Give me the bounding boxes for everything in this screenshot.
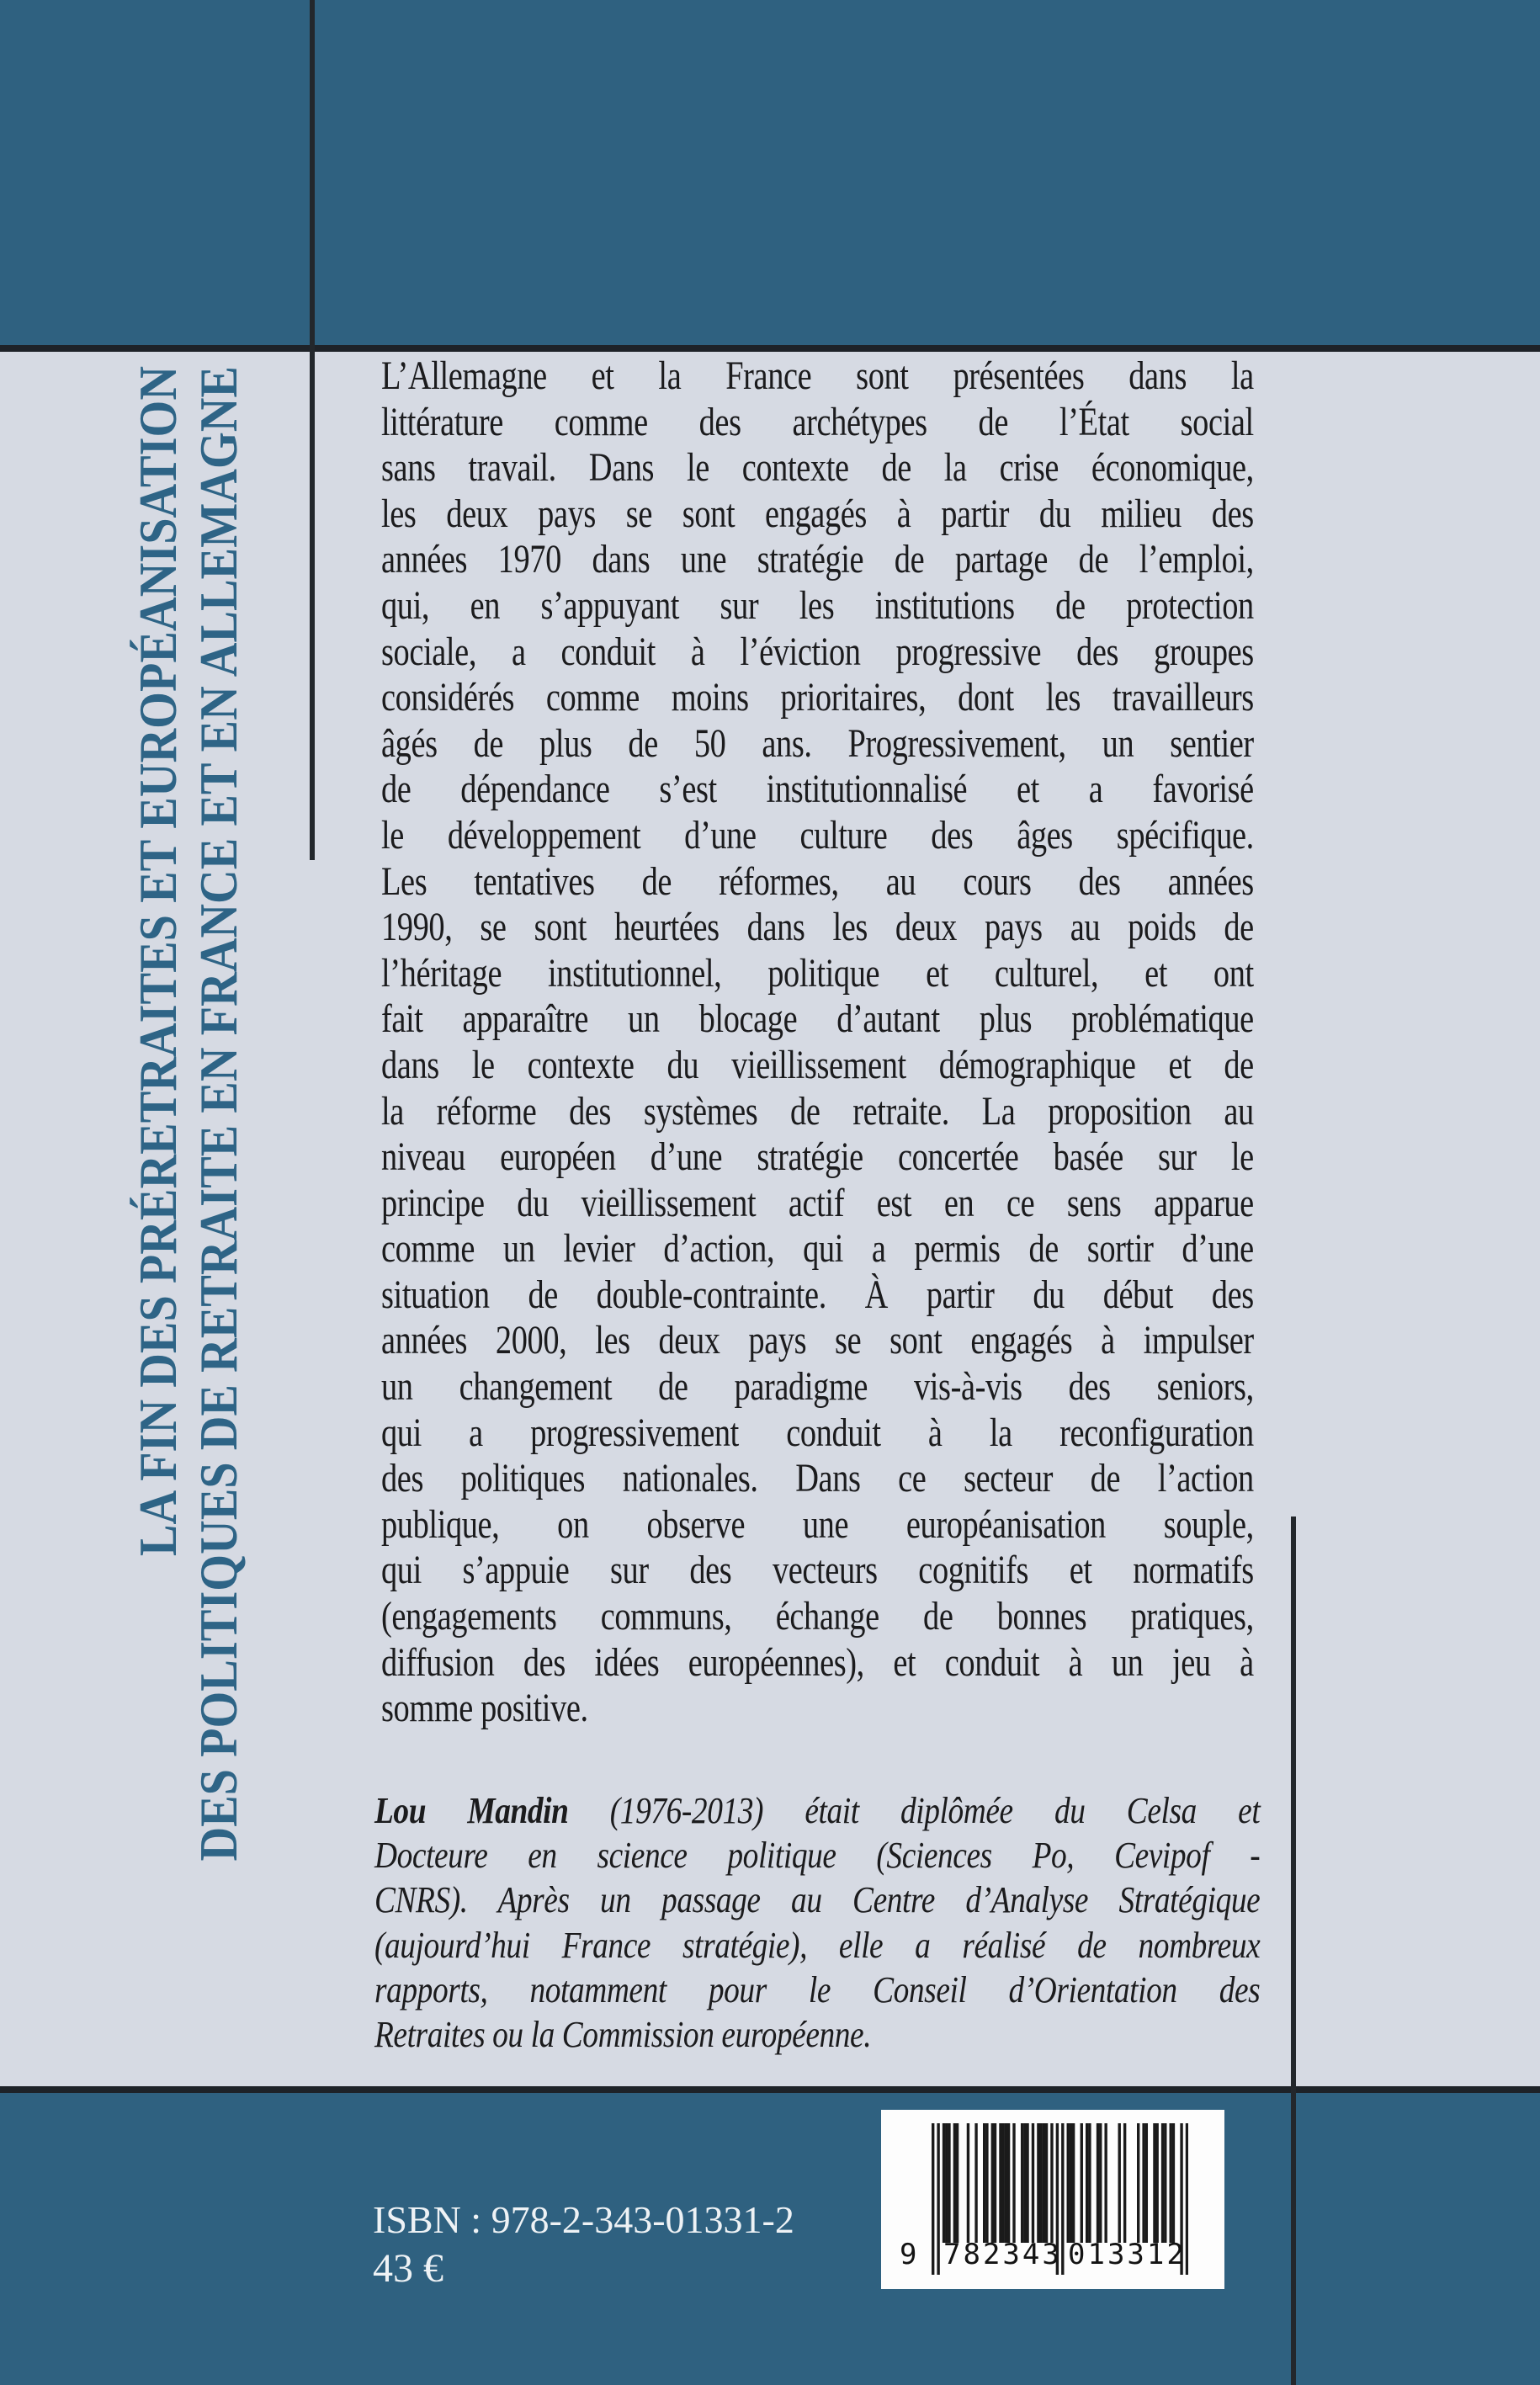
spine-title-line-2-text: DES POLITIQUES DE RETRAITE EN FRANCE ET EN ALLEMAGNE — [189, 366, 248, 1862]
author-bio-line — [374, 1923, 1260, 1968]
spine-title-line-1 — [128, 0, 188, 1557]
author-name: Lou Mandin — [374, 1790, 569, 1831]
synopsis-line: somme positive. — [381, 1686, 588, 1731]
author-bio-text: (1976-2013) était diplômée du Celsa et — [568, 1790, 1261, 1831]
synopsis-line: principe du vieillissement actif est en ce sens apparue — [381, 1180, 1254, 1225]
author-bio-line — [374, 1788, 1260, 1833]
synopsis-line: niveau européen d’une stratégie concertée basée sur le — [381, 1134, 1254, 1180]
synopsis-line: la réforme des systèmes de retraite. La proposition au — [381, 1088, 1254, 1134]
author-bio-text: CNRS). Après un passage au Centre d’Analyse Stratégique — [374, 1879, 1261, 1921]
synopsis-line: années 1970 dans une stratégie de partage de l’emploi, — [381, 537, 1254, 582]
author-bio-line — [374, 1878, 1260, 1922]
spine-title-line-2 — [189, 0, 248, 1862]
synopsis-line: âgés de plus de 50 ans. Progressivement, un sentier — [381, 720, 1254, 766]
isbn-price-block — [373, 2198, 794, 2292]
synopsis-line: le développement d’une culture des âges spécifique. — [381, 812, 1254, 858]
author-bio-text: Docteure en science politique (Sciences Po, Cevipof - — [374, 1835, 1261, 1877]
synopsis-line: diffusion des idées européennes), et conduit à un jeu à — [381, 1639, 1254, 1685]
synopsis-line: (engagements communs, échange de bonnes pratiques, — [381, 1594, 1254, 1639]
isbn-text: ISBN : 978-2-343-01331-2 — [373, 2198, 794, 2241]
barcode-lead-digit: 9 — [900, 2238, 920, 2271]
synopsis-line: comme un levier d’action, qui a permis de sortir d’une — [381, 1226, 1254, 1272]
author-bio-line — [374, 2012, 1260, 2057]
author-bio-line — [374, 1968, 1260, 2012]
synopsis-line: de dépendance s’est institutionnalisé et a favorisé — [381, 767, 1254, 812]
author-bio-text: (aujourd’hui France stratégie), elle a réalisé de nombreux — [374, 1924, 1261, 1966]
synopsis-line: fait apparaître un blocage d’autant plus problématique — [381, 996, 1254, 1042]
synopsis-line: des politiques nationales. Dans ce secteur de l’action — [381, 1456, 1254, 1501]
synopsis-line: considérés comme moins prioritaires, dont les travailleurs — [381, 675, 1254, 720]
synopsis-line: publique, on observe une européanisation souple, — [381, 1501, 1254, 1547]
synopsis-line: sans travail. Dans le contexte de la crise économique, — [381, 445, 1254, 491]
author-bio-text: rapports, notamment pour le Conseil d’Orientation des — [374, 1968, 1261, 2011]
synopsis-line: situation de double-contrainte. À partir du début des — [381, 1272, 1254, 1317]
synopsis-line: un changement de paradigme vis-à-vis des seniors, — [381, 1364, 1254, 1410]
synopsis-line: qui s’appuie sur des vecteurs cognitifs et normatifs — [381, 1548, 1254, 1593]
synopsis-line: dans le contexte du vieillissement démographique et de — [381, 1042, 1254, 1087]
author-bio-text: Retraites ou la Commission européenne. — [374, 2013, 872, 2055]
left-vertical-rule — [310, 0, 315, 860]
barcode — [881, 2110, 1224, 2289]
synopsis-line: années 2000, les deux pays se sont engagés à impulser — [381, 1318, 1254, 1363]
synopsis-line: l’héritage institutionnel, politique et culturel, et ont — [381, 950, 1254, 996]
author-bio-line — [374, 1833, 1260, 1878]
synopsis-paragraph — [381, 353, 1472, 1732]
synopsis-line: les deux pays se sont engagés à partir du milieu des — [381, 491, 1254, 536]
spine-title-line-1-text: LA FIN DES PRÉRETRAITES ET EUROPÉANISATION — [128, 366, 188, 1557]
synopsis-line: qui a progressivement conduit à la reconfiguration — [381, 1410, 1254, 1455]
synopsis-line: sociale, a conduit à l’éviction progressive des groupes — [381, 629, 1254, 674]
synopsis-line: qui, en s’appuyant sur les institutions de protection — [381, 582, 1254, 628]
author-bio-paragraph — [374, 1788, 1416, 2057]
synopsis-line: littérature comme des archétypes de l’État social — [381, 399, 1254, 444]
barcode-digits-left: 782343 — [943, 2238, 1062, 2271]
synopsis-line: L’Allemagne et la France sont présentées dans la — [381, 353, 1254, 398]
synopsis-line: 1990, se sont heurtées dans les deux pays au poids de — [381, 905, 1254, 950]
price-text: 43 € — [373, 2246, 443, 2291]
barcode-digits-right: 013312 — [1068, 2238, 1187, 2271]
bottom-horizontal-rule — [0, 2086, 1540, 2093]
synopsis-line: Les tentatives de réformes, au cours des années — [381, 858, 1254, 904]
